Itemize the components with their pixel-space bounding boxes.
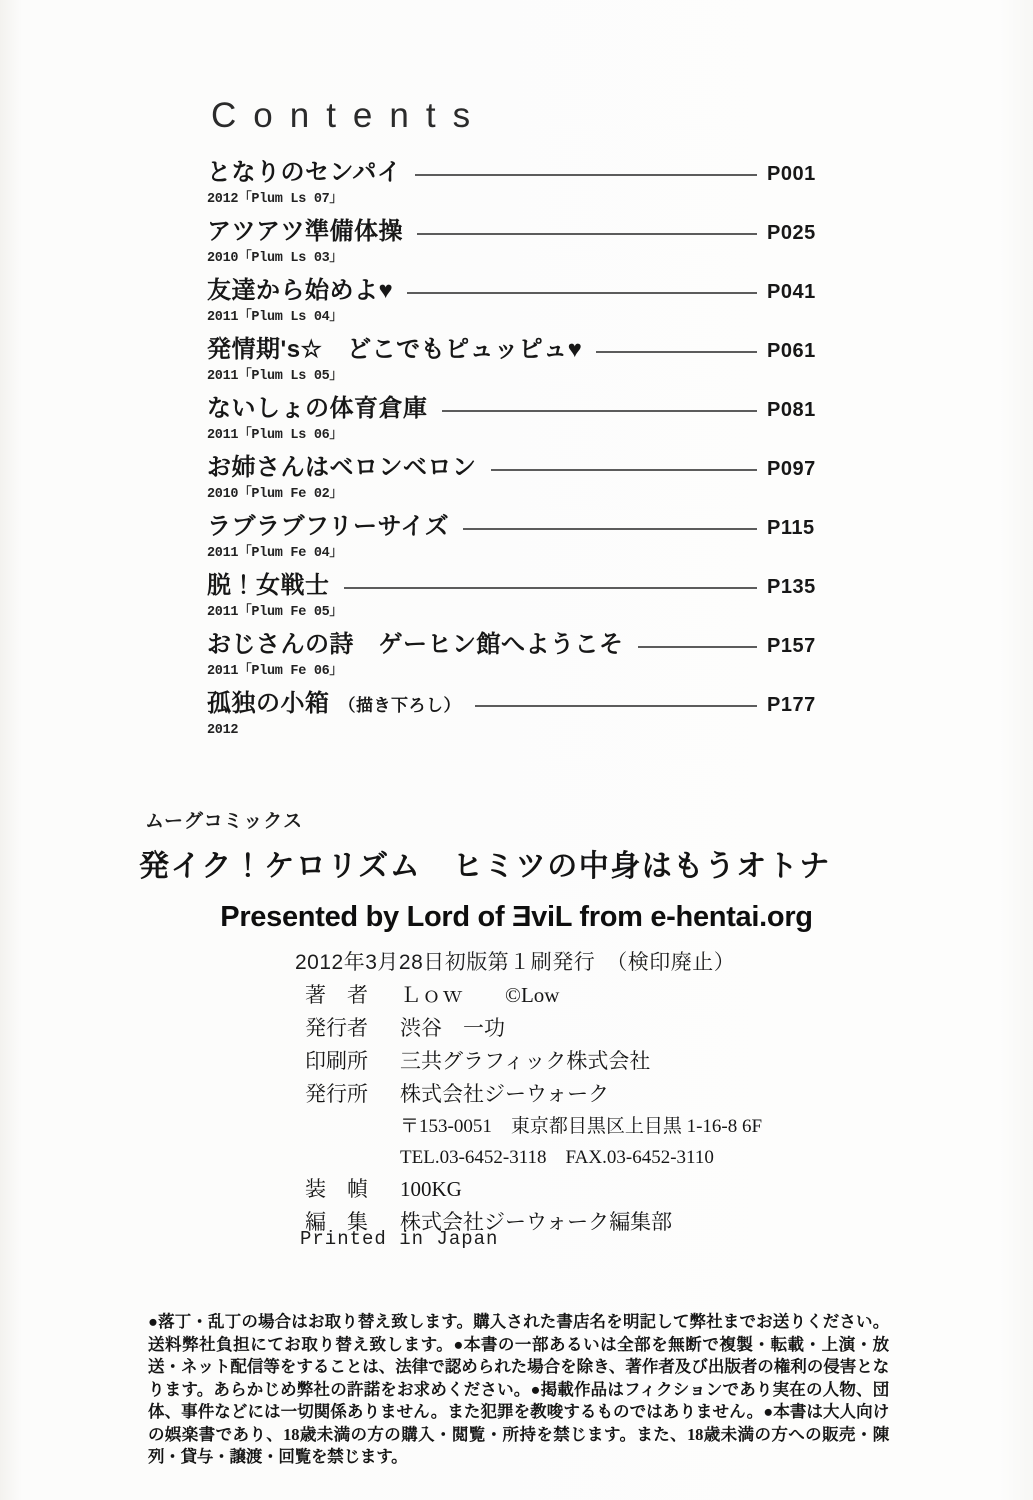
chapter-title: おじさんの詩 ゲーヒン館へようこそ — [207, 631, 624, 658]
page-number: P157 — [767, 634, 816, 657]
leader-line — [442, 410, 758, 412]
colophon-row-issuer — [305, 1081, 762, 1107]
chapter-title: ラブラブフリーサイズ — [207, 513, 450, 540]
toc-entry — [207, 159, 816, 208]
chapter-source-note: 2011「Plum Ls 06」 — [207, 428, 343, 443]
issuer-phone: TEL.03-6452-3118 FAX.03-6452-3110 — [400, 1147, 714, 1168]
chapter-title: となりのセンパイ — [207, 159, 402, 186]
table-of-contents — [207, 159, 816, 749]
page-number: P081 — [767, 398, 816, 421]
chapter-source-note: 2011「Plum Fe 04」 — [207, 546, 343, 561]
chapter-title: お姉さんはベロンベロン — [207, 454, 477, 481]
legal-notice: ●落丁・乱丁の場合はお取り替え致します。購入された書店名を明記して弊社までお送りください。送料弊社負担にてお取り替え致します。●本書の一部あるいは全部を無断で複製・転載・上演・放送・ネット配信等をすることは、法律で認められた場合を除き、著作者及び出版者の権利の侵害となります。あらかじめ弊社の許諾をお求めください。●掲載作品はフィクションであり実在の人物、団体、事件などには一切関係ありません。また犯罪を教唆するものではありません。●本書は大人向けの娯楽書であり、18歳未満の方の購入・閲覧・所持を禁じます。また、18歳未満の方への販売・陳列・貸与・譲渡・回覧を禁じます。 — [148, 1312, 889, 1466]
imprint-label: ムーグコミックス — [145, 811, 304, 832]
toc-entry — [207, 277, 816, 326]
publisher-label: 発行者 — [305, 1016, 368, 1040]
toc-entry — [207, 513, 813, 562]
uploader-credit-overlay: Presented by Lord of ƎviL from e-hentai.org — [220, 901, 813, 933]
editing-value: 株式会社ジーウォーク編集部 — [400, 1210, 673, 1234]
colophon-row-printer — [305, 1048, 762, 1074]
colophon-row-publisher — [305, 1015, 762, 1041]
chapter-title: 友達から始めよ♥ — [207, 277, 394, 304]
binding-value: 100KG — [400, 1177, 462, 1201]
colophon-table — [305, 982, 762, 1242]
leader-line — [475, 705, 757, 707]
toc-entry — [207, 336, 816, 385]
chapter-source-note: 2011「Plum Fe 06」 — [207, 664, 343, 679]
page-number: P097 — [767, 457, 816, 480]
chapter-title: ないしょの体育倉庫 — [207, 395, 428, 422]
page-number: P177 — [767, 693, 816, 716]
toc-entry — [207, 218, 816, 267]
contents-heading: Contents — [211, 96, 488, 135]
chapter-source-note: 2012 — [207, 723, 239, 738]
toc-entry — [207, 690, 816, 739]
page-number: P115 — [767, 516, 815, 539]
chapter-source-note: 2012「Plum Ls 07」 — [207, 192, 343, 207]
issuer-label: 発行所 — [305, 1082, 368, 1106]
chapter-source-note: 2011「Plum Fe 05」 — [207, 605, 343, 620]
leader-line — [491, 469, 758, 471]
leader-line — [344, 587, 758, 589]
binding-label: 装 幀 — [305, 1177, 368, 1201]
leader-line — [417, 233, 757, 235]
toc-entry — [207, 395, 816, 444]
printed-in-japan: Printed in Japan — [300, 1228, 499, 1250]
printer-label: 印刷所 — [305, 1049, 368, 1073]
page-number: P025 — [767, 221, 816, 244]
chapter-source-note: 2011「Plum Ls 05」 — [207, 369, 343, 384]
toc-entry — [207, 572, 816, 621]
page-number: P001 — [767, 162, 816, 185]
chapter-source-note: 2010「Plum Fe 02」 — [207, 487, 343, 502]
author-value: Ｌｏｗ — [400, 983, 463, 1007]
edition-line: 2012年3月28日初版第１刷発行 （検印廃止） — [295, 951, 736, 974]
chapter-source-note: 2010「Plum Ls 03」 — [207, 251, 343, 266]
page-number: P061 — [767, 339, 816, 362]
printer-value: 三共グラフィック株式会社 — [400, 1049, 651, 1073]
colophon-row-author — [305, 982, 762, 1008]
page-number: P135 — [767, 575, 816, 598]
toc-entry — [207, 631, 816, 680]
leader-line — [638, 646, 758, 648]
leader-line — [463, 528, 757, 530]
chapter-source-note: 2011「Plum Ls 04」 — [207, 310, 343, 325]
colophon-row-binding — [305, 1176, 762, 1202]
author-label: 著 者 — [305, 983, 368, 1007]
book-title: 発イク！ケロリズム ヒミツの中身はもうオトナ — [139, 850, 831, 883]
chapter-title: アツアツ準備体操 — [207, 218, 403, 245]
issuer-address: 〒153-0051 東京都目黒区上目黒 1-16-8 6F — [400, 1116, 763, 1137]
publisher-value: 渋谷 一功 — [400, 1016, 505, 1040]
chapter-title: 発情期's☆ どこでもピュッピュ♥ — [207, 336, 583, 363]
toc-entry — [207, 454, 816, 503]
issuer-value: 株式会社ジーウォーク — [400, 1082, 610, 1106]
editing-label: 編 集 — [305, 1210, 368, 1234]
leader-line — [596, 351, 757, 353]
leader-line — [415, 174, 757, 176]
chapter-title: 脱！女戦士 — [207, 572, 330, 599]
page-number: P041 — [767, 280, 816, 303]
copyright-notice: ©Low — [505, 983, 560, 1007]
chapter-title: 孤独の小箱 （描き下ろし） — [207, 690, 461, 717]
leader-line — [407, 292, 757, 294]
